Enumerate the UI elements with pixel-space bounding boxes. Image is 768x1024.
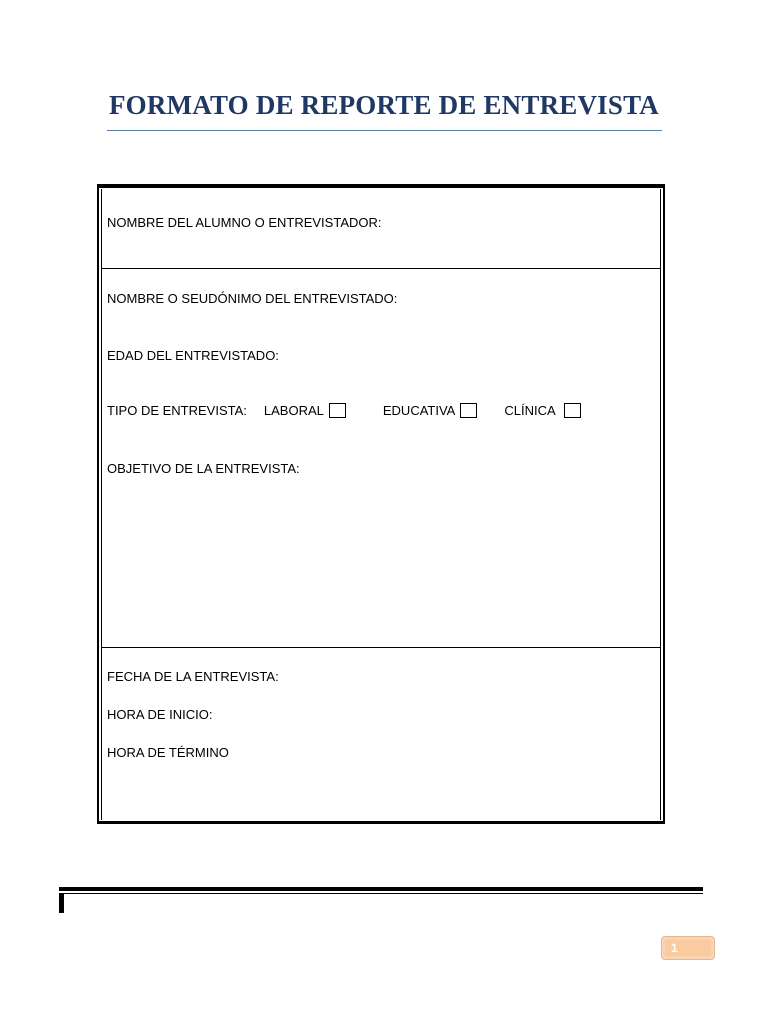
title-underline [107,130,662,131]
page-title: FORMATO DE REPORTE DE ENTREVISTA [108,90,660,120]
end-time-label: HORA DE TÉRMINO [107,745,229,760]
type-option-clinica[interactable] [504,403,580,418]
schedule-section [102,648,660,818]
type-option-label: LABORAL [263,403,324,418]
laboral-checkbox[interactable] [329,403,346,418]
interview-objective-label: OBJETIVO DE LA ENTREVISTA: [107,461,300,476]
interview-type-label: TIPO DE ENTREVISTA: [107,403,247,418]
footer-rule-corner [59,893,64,913]
interviewee-section [102,269,660,648]
interview-type-row [107,403,581,418]
interview-date-label: FECHA DE LA ENTREVISTA: [107,669,279,684]
page-number: 1 [671,941,678,955]
interviewer-name-label: NOMBRE DEL ALUMNO O ENTREVISTADOR: [107,215,382,230]
type-option-educativa[interactable] [383,403,477,418]
footer-rule-thick [59,887,703,891]
page-number-badge [661,936,715,960]
interviewee-age-label: EDAD DEL ENTREVISTADO: [107,348,279,363]
interview-form-inner-frame [101,189,661,820]
footer-rule-thin [59,893,703,894]
interviewer-section [102,189,660,269]
clinica-checkbox[interactable] [564,403,581,418]
start-time-label: HORA DE INICIO: [107,707,213,722]
educativa-checkbox[interactable] [460,403,477,418]
interviewee-name-label: NOMBRE O SEUDÓNIMO DEL ENTREVISTADO: [107,291,398,306]
type-option-label: CLÍNICA [504,403,556,418]
type-option-laboral[interactable] [264,403,346,418]
interview-form [97,184,665,824]
type-option-label: EDUCATIVA [382,403,456,418]
